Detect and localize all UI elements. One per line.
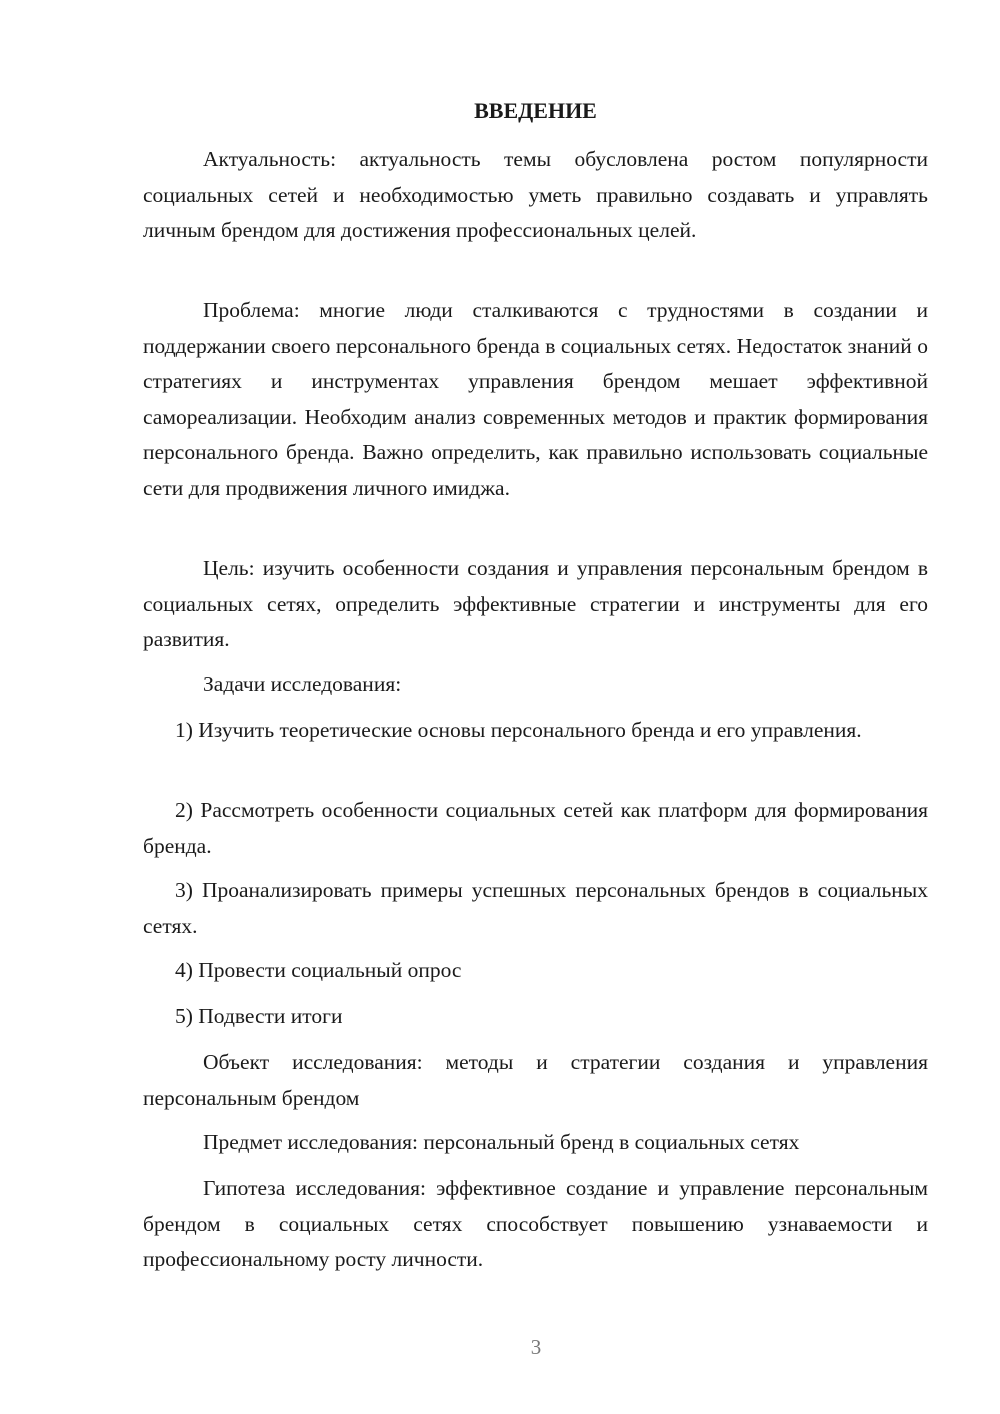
task-item-1: 1) Изучить теоретические основы персонального бренда и его управления. <box>175 718 862 742</box>
task-item-5: 5) Подвести итоги <box>175 1004 343 1028</box>
task-item-3: 3) Проанализировать примеры успешных персональных брендов в социальных сетях. <box>143 878 928 938</box>
task-item-2: 2) Рассмотреть особенности социальных сетей как платформ для формирования бренда. <box>143 798 928 858</box>
goal-paragraph: Цель: изучить особенности создания и управления персональным брендом в социальных сетях, определить эффективные стратегии и инструменты для его развития. <box>143 556 928 651</box>
page-title: ВВЕДЕНИЕ <box>474 98 597 123</box>
page-number: 3 <box>530 1335 542 1359</box>
tasks-heading: Задачи исследования: <box>203 672 402 696</box>
relevance-paragraph: Актуальность: актуальность темы обусловлена ростом популярности социальных сетей и необходимостью уметь правильно создавать и управлять личным брендом для достижения профессиональных целей. <box>143 147 928 242</box>
task-item-4: 4) Провести социальный опрос <box>175 958 462 982</box>
hypothesis-paragraph: Гипотеза исследования: эффективное создание и управление персональным брендом в социальных сетях способствует повышению узнаваемости и профессиональному росту личности. <box>143 1176 928 1271</box>
problem-paragraph: Проблема: многие люди сталкиваются с трудностями в создании и поддержании своего персонального бренда в социальных сетях. Недостаток знаний о стратегиях и инструментах управления брендом мешает эффективной самореализации. Необходим анализ современных методов и практик формирования персонального бренда. Важно определить, как правильно использовать социальные сети для продвижения личного имиджа. <box>143 298 928 500</box>
subject-paragraph: Предмет исследования: персональный бренд в социальных сетях <box>203 1130 800 1154</box>
object-paragraph: Объект исследования: методы и стратегии создания и управления персональным брендом <box>143 1050 928 1110</box>
